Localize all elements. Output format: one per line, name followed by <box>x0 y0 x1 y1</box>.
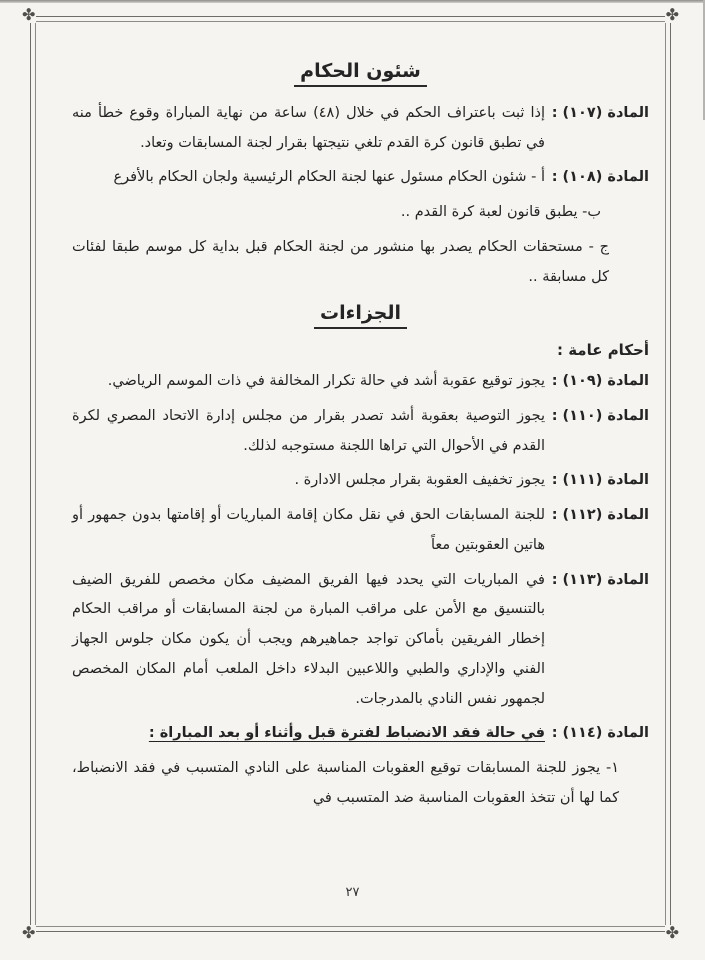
article-112 <box>72 501 649 560</box>
article-text: في المباريات التي يحدد فيها الفريق المضيف مكان مخصص للفريق الضيف بالتنسيق مع الأمن على مراقب المبارة من لجنة المسابقات أو مراقب الحكام إخطار الفريقين بأماكن تواجد جماهيرهم ويجب أن يكون مكان جلوس الجهاز الفني والإداري والطبي واللاعبين البدلاء داخل الملعب أمام المكان المخصص لجمهور نفس النادي بالمدرجات. <box>72 571 545 707</box>
article-text: للجنة المسابقات الحق في نقل مكان إقامة المباريات أو إقامتها بدون جمهور أو هاتين العقوبتين معاً <box>72 507 545 553</box>
article-label: المادة (١٠٨) : <box>551 169 649 186</box>
article-text: إذا ثبت باعتراف الحكم في خلال (٤٨) ساعة من نهاية المباراة وقوع خطأ منه في تطبق قانون كرة القدم تلغي نتيجتها بقرار لجنة المسابقات وتعاد. <box>72 105 545 151</box>
article-113 <box>72 566 649 715</box>
article-108 <box>72 163 649 193</box>
article-107 <box>72 99 649 158</box>
article-text: في حالة فقد الانضباط لفترة قبل وأثناء أو بعد المباراة : <box>148 725 545 742</box>
article-text: يجوز تخفيف العقوبة بقرار مجلس الادارة . <box>294 472 545 489</box>
general-provisions-heading: أحكام عامة : <box>556 341 649 360</box>
scan-edge-top <box>0 0 705 3</box>
article-text: أ - شئون الحكام مسئول عنها لجنة الحكام الرئيسية ولجان الحكام بالأفرع <box>113 169 545 186</box>
sub-item-c: ج - مستحقات الحكام يصدر بها منشور من لجنة الحكام قبل بداية كل موسم طبقا لفئات كل مسابقة .. <box>72 238 609 285</box>
article-111 <box>72 466 649 496</box>
article-text: يجوز التوصية بعقوبة أشد تصدر بقرار من مجلس إدارة الاتحاد المصري لكرة القدم في الأحوال التي تراها اللجنة مستوجبه لذلك. <box>72 408 545 454</box>
article-label: المادة (١١٤) : <box>551 725 649 742</box>
section-title-referees: شئون الحكام <box>294 60 427 87</box>
section-title-penalties: الجزاءات <box>314 302 407 329</box>
article-label: المادة (١٠٧) : <box>551 105 649 121</box>
article-label: المادة (١١٢) : <box>551 507 649 524</box>
article-114 <box>72 719 649 749</box>
article-110 <box>72 402 649 461</box>
corner-ornament-icon: ✤ <box>665 923 679 942</box>
article-label: المادة (١١١) : <box>551 472 649 489</box>
sub-item-b: ب- يطبق قانون لعبة كرة القدم .. <box>400 204 601 221</box>
corner-ornament-icon: ✤ <box>22 5 36 24</box>
document-content <box>72 60 649 920</box>
page-number: ٢٧ <box>345 885 360 900</box>
corner-ornament-icon: ✤ <box>22 923 36 942</box>
numbered-item-1: ١- يجوز للجنة المسابقات توقيع العقوبات المناسبة على النادي المتسبب في فقد الانضباط، كما لها أن تتخذ العقوبات المناسبة ضد المتسبب في <box>72 759 619 806</box>
article-text: يجوز توقيع عقوبة أشد في حالة تكرار المخالفة في ذات الموسم الرياضي. <box>107 373 545 390</box>
article-109 <box>72 367 649 397</box>
article-label: المادة (١٠٩) : <box>551 373 649 390</box>
article-label: المادة (١١٠) : <box>551 408 649 425</box>
article-label: المادة (١١٣) : <box>551 571 649 588</box>
corner-ornament-icon: ✤ <box>665 5 679 24</box>
